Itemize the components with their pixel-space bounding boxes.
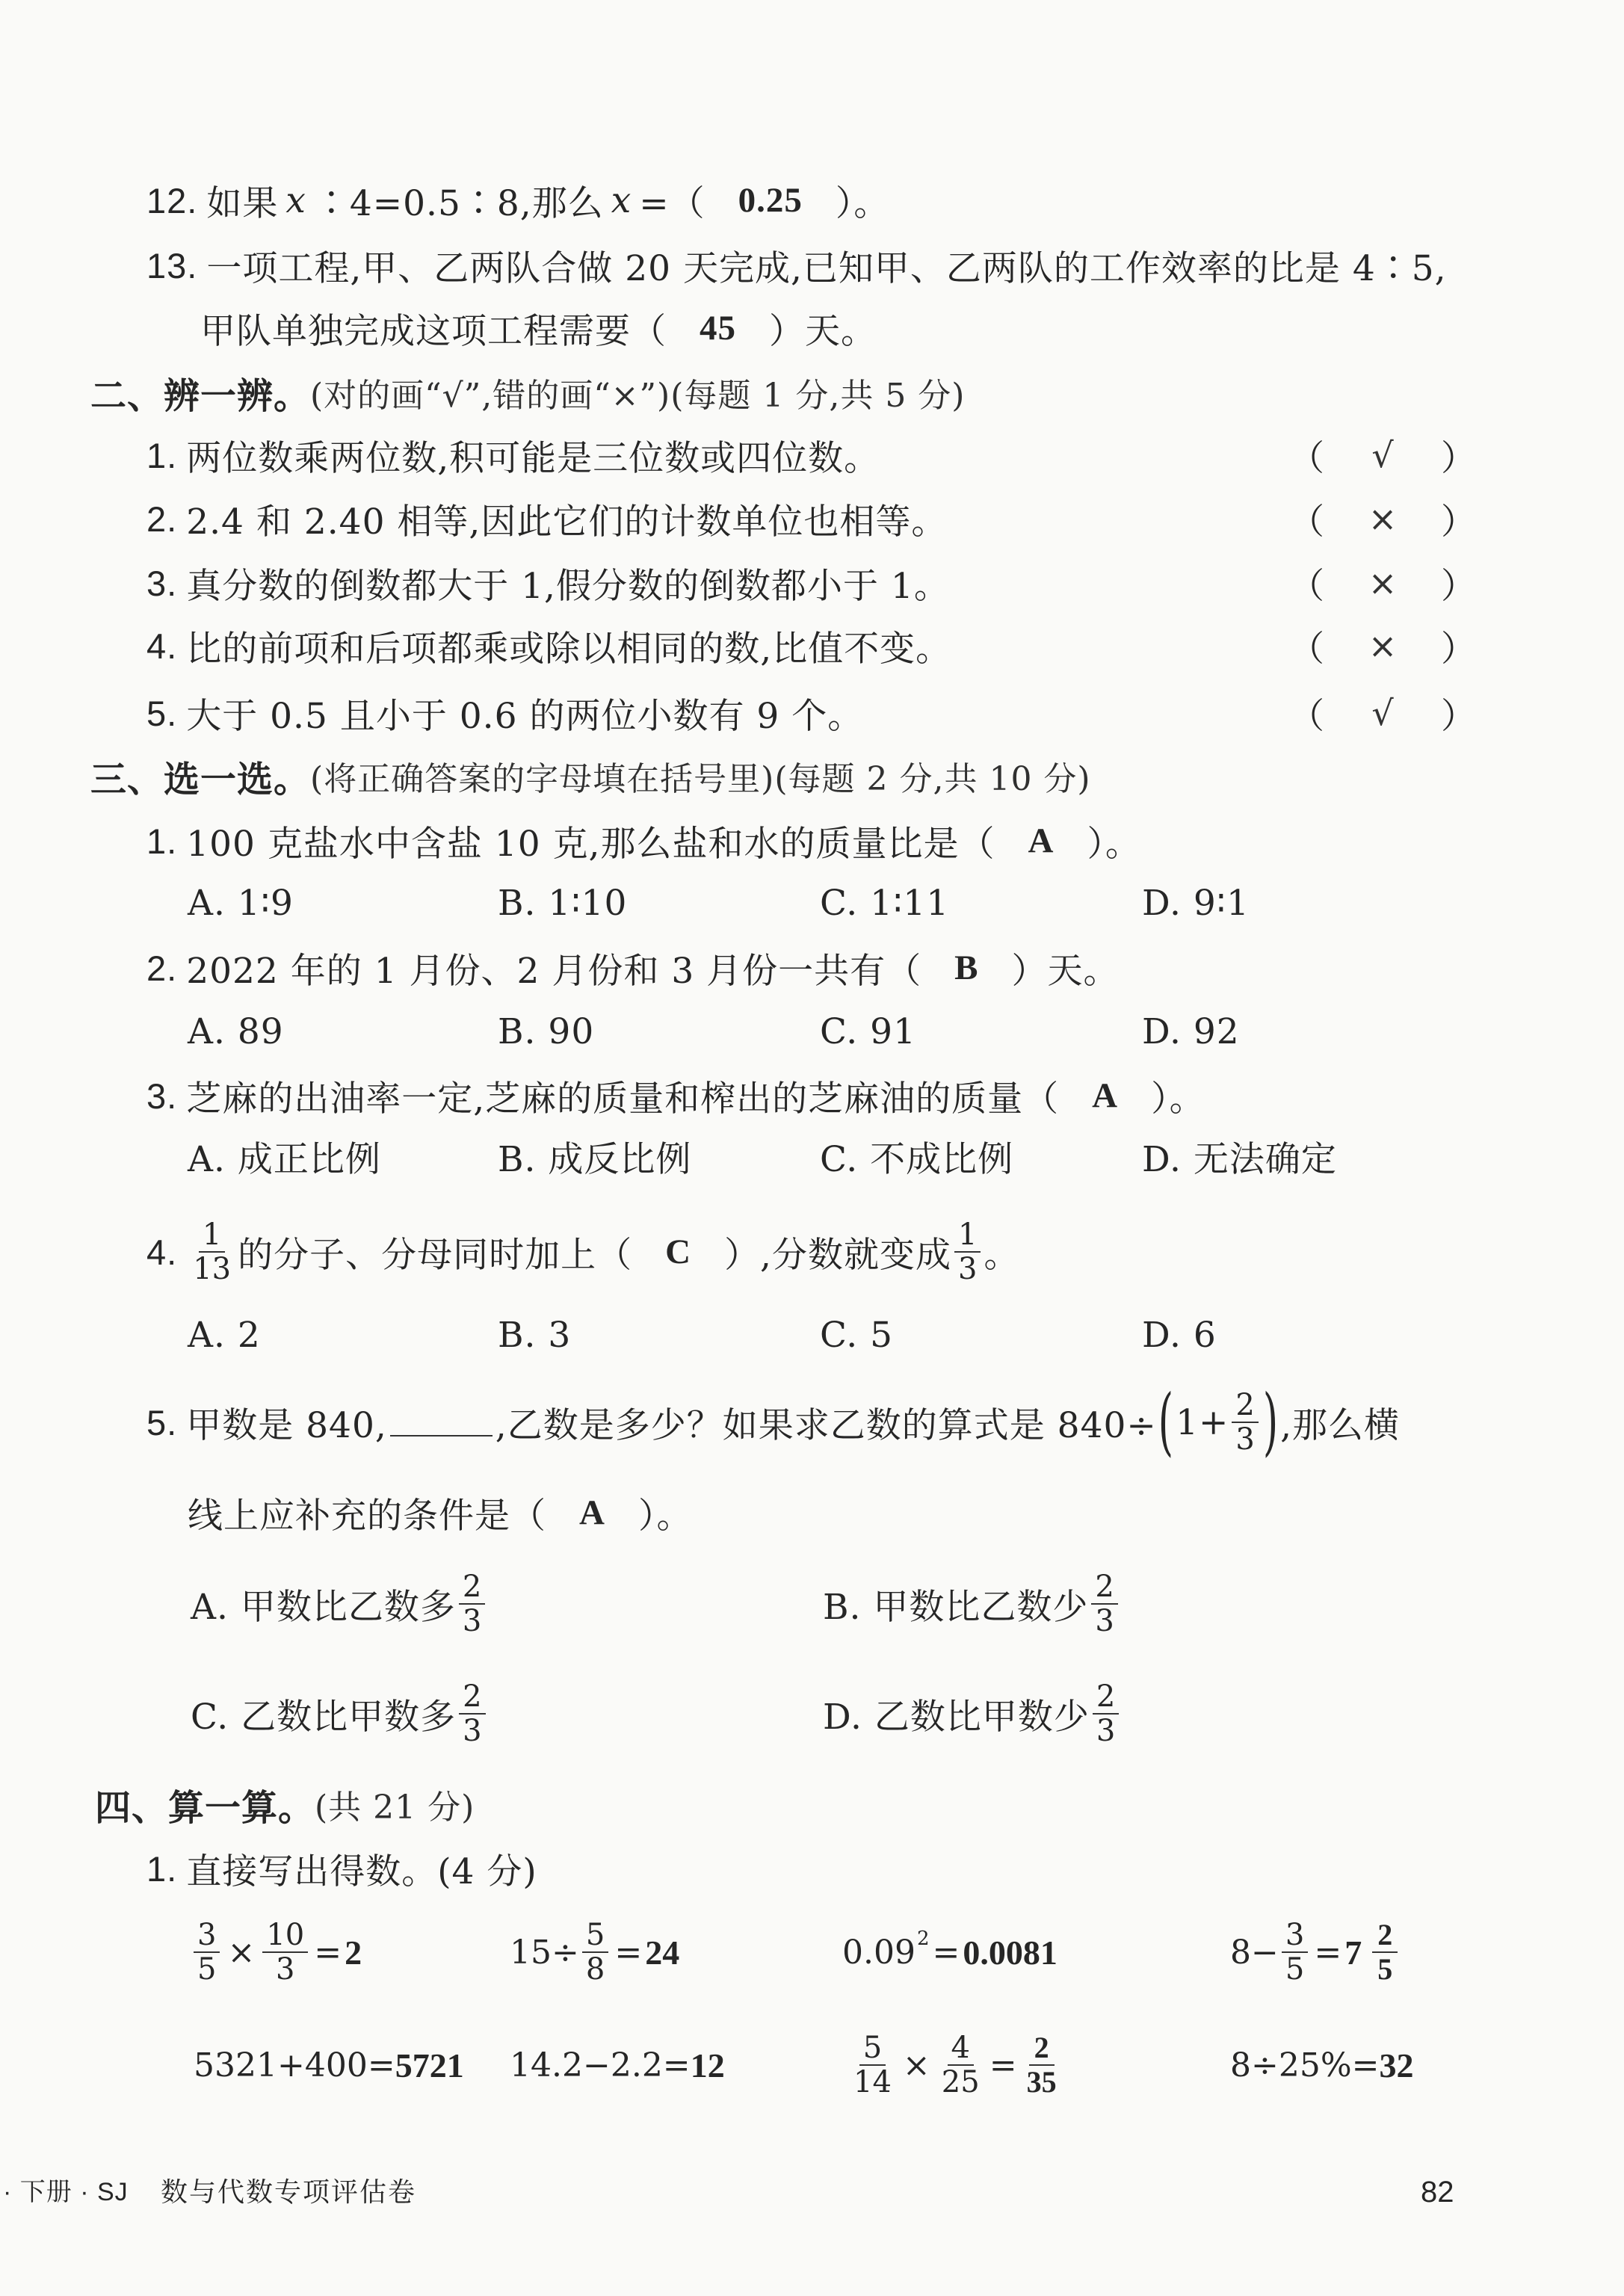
footer-book-label: · 下册 · SJ [3,2178,129,2206]
choice-question-5 [146,1381,1400,1463]
numerator: 4 [948,2031,974,2066]
option-d: D. 92 [1142,1011,1240,1052]
denominator: 3 [463,1714,482,1748]
question-text: ∶4=0.5∶8,那么 [313,182,604,224]
section-3-header [90,750,1091,802]
equals-sign: = [932,1933,960,1972]
filled-answer: 0.25 [738,181,803,220]
filled-answer: C [665,1232,692,1271]
calculation-1 [191,1911,362,1993]
question-text: 大于 0.5 且小于 0.6 的两位小数有 9 个。 [186,695,864,737]
choice-question-1 [146,815,1141,867]
numerator: 2 [1232,1389,1258,1423]
option-d: D. 无法确定 [1142,1139,1337,1180]
calculation-6 [510,2024,725,2106]
numerator: 3 [194,1919,220,1953]
numerator: 3 [1282,1919,1308,1953]
fraction [189,1218,235,1286]
question-number: 5. [146,693,178,733]
paren-close: ） [1440,501,1476,543]
question-text: 线上应补充的条件是（ [188,1495,546,1537]
question-text: 芝麻的出油率一定,芝麻的质量和榨出的芝麻油的质量（ [186,1078,1060,1120]
question-text: ）天。 [769,310,877,352]
question-text: 100 克盐水中含盐 10 克,那么盐和水的质量比是（ [186,823,995,865]
filled-answer: A [579,1493,605,1532]
denominator: 8 [585,1952,605,1987]
question-number: 1. [146,435,178,475]
calculation-8 [1230,2024,1414,2106]
judge-item-2 [146,493,947,545]
left-parenthesis: ( [1158,1380,1175,1465]
question-text: 2.4 和 2.40 相等,因此它们的计数单位也相等。 [186,501,948,543]
section-note: (将正确答案的字母填在括号里)(每题 2 分,共 10 分) [310,760,1091,798]
expression: 5321+400= [194,2046,395,2084]
question-number: 4. [146,1232,178,1272]
question-text: 直接写出得数。(4 分) [186,1851,537,1892]
numerator: 10 [262,1919,308,1953]
question-number: 2. [146,499,178,539]
question-text: 。 [984,1234,1020,1276]
cross-mark: × [1368,626,1398,666]
option-label: C. 乙数比甲数多 [191,1696,457,1738]
denominator: 25 [941,2065,980,2099]
paren-open: （ [1289,437,1324,479]
choice-question-5-continued [188,1487,692,1539]
equals-sign: = [989,2046,1017,2084]
question-13 [146,239,1447,291]
expression: 8÷25%= [1230,2046,1380,2084]
option-d: D. 6 [1142,1315,1217,1356]
paren-close: ） [1440,565,1476,607]
numerator: 2 [1093,1680,1119,1715]
question-text: ,那么横 [1280,1404,1401,1446]
numerator: 1 [199,1218,225,1253]
calculation-7 [847,2024,1063,2106]
fraction [262,1919,308,1986]
section-4-header [95,1778,475,1830]
question-number: 12. [146,180,198,220]
numerator: 2 [459,1680,485,1715]
calculation-4 [1230,1911,1401,1993]
paren-open: （ [1289,628,1324,670]
question-text: ）。 [637,1495,693,1537]
question-number: 3. [146,563,178,603]
equals-sign: = [1314,1933,1342,1972]
option-c: C. 不成比例 [820,1139,1014,1180]
denominator: 14 [853,2065,892,2099]
subquestion-1 [146,1842,537,1895]
option-c: C. 1∶11 [820,883,950,924]
question-text: ）,分数就变成 [724,1234,952,1276]
section-title: 二、辨一辨。 [90,374,311,417]
section-2-header [90,366,965,419]
calculation-answer: 32 [1379,2046,1414,2084]
calculation-answer-whole: 7 [1344,1933,1362,1972]
question-text: 两位数乘两位数,积可能是三位数或四位数。 [186,437,880,479]
section-title: 三、选一选。 [90,758,311,800]
judge-item-3 [146,557,950,609]
question-number: 4. [146,626,178,666]
section-title: 四、算一算。 [95,1786,315,1829]
question-text: ）。 [1087,823,1141,865]
fraction [938,2031,984,2099]
option-label: B. 甲数比乙数少 [823,1586,1089,1628]
question-number: 1. [146,1848,178,1889]
judge-item-5 [146,687,863,739]
numerator: 5 [582,1919,608,1953]
denominator: 13 [193,1252,232,1286]
fraction [582,1919,608,1986]
paren-close: ） [1440,628,1476,670]
question-text: 2022 年的 1 月份、2 月份和 3 月份一共有（ [186,950,922,992]
check-mark: √ [1371,435,1394,475]
exponent: 2 [916,1928,930,1950]
section-note: (对的画“√”,错的画“×”)(每题 1 分,共 5 分) [310,377,966,415]
question-12 [146,174,889,226]
calculation-answer: 2 [345,1933,362,1972]
denominator: 3 [1096,1714,1116,1748]
fill-in-blank-line [390,1435,493,1436]
option-d [823,1676,1122,1751]
question-text: ）天。 [1011,950,1120,992]
equals-sign: = [314,1933,342,1972]
filled-answer: 45 [700,309,736,348]
paren-close: ） [1441,695,1476,737]
question-text: ）。 [835,182,890,224]
judge-answer-1 [1289,429,1476,481]
option-a: A. 成正比例 [188,1139,381,1180]
section-note: (共 21 分) [315,1789,475,1827]
question-number: 3. [146,1076,178,1116]
denominator: 35 [1026,2065,1057,2099]
calculation-3 [842,1911,1058,1993]
calculation-answer: 0.0081 [963,1933,1058,1972]
page-number: 82 [1421,2176,1454,2209]
option-a: A. 2 [188,1315,261,1356]
option-a: A. 89 [188,1011,284,1052]
cross-mark: × [1368,499,1398,539]
choice-question-2 [146,942,1120,994]
option-d: D. 9∶1 [1142,883,1250,924]
option-c [191,1676,489,1751]
judge-answer-4 [1289,620,1476,672]
choice-question-3 [146,1070,1205,1122]
option-c: C. 5 [820,1315,894,1356]
numerator: 2 [1029,2031,1055,2066]
question-text: ）。 [1151,1078,1205,1120]
calculation-2 [510,1911,679,1993]
filled-answer: A [1028,821,1055,860]
option-b [823,1567,1121,1641]
calculation-answer: 5721 [395,2046,464,2084]
right-parenthesis: ) [1262,1380,1279,1465]
filled-answer: B [954,948,979,987]
question-number: 13. [146,245,198,286]
question-text: 一项工程,甲、乙两队合做 20 天完成,已知甲、乙两队的工作效率的比是 4∶5, [206,247,1447,289]
equals-sign: = [614,1933,643,1972]
expression: 15÷ [510,1933,579,1972]
check-mark: √ [1371,693,1394,733]
judge-item-1 [146,429,880,481]
question-number: 2. [146,948,178,988]
fraction [1232,1389,1258,1456]
option-b: B. 90 [498,1011,595,1052]
fraction [1282,1919,1308,1986]
numerator: 2 [1372,1919,1398,1953]
denominator: 3 [958,1252,978,1286]
paren-open: （ [1289,695,1324,737]
option-label: A. 甲数比乙数多 [191,1586,456,1628]
denominator: 3 [1095,1604,1114,1638]
option-a [191,1567,488,1641]
question-text: 1+ [1176,1401,1229,1443]
multiply-sign: × [227,1933,256,1972]
fraction [954,1218,981,1286]
expression: 8− [1230,1933,1279,1972]
fraction [459,1570,485,1638]
option-b: B. 成反比例 [498,1139,692,1180]
choice-question-4 [146,1215,1019,1289]
option-c: C. 91 [820,1011,916,1052]
denominator: 3 [1235,1422,1255,1457]
option-b: B. 3 [498,1315,572,1356]
fraction [1091,1570,1117,1638]
fraction [194,1919,220,1986]
option-a: A. 1∶9 [188,883,294,924]
judge-item-4 [146,620,951,672]
variable-x: x [285,179,306,221]
variable-x: x [611,179,632,221]
multiply-sign: × [902,2046,930,2084]
question-13-continued [200,302,877,354]
footer-title: 数与代数专项评估卷 [161,2176,417,2207]
question-number: 5. [146,1402,178,1442]
denominator: 3 [276,1952,295,1987]
paren-open: （ [1289,565,1324,607]
numerator: 2 [459,1570,485,1605]
option-b: B. 1∶10 [498,883,628,924]
question-text: 甲队单独完成这项工程需要（ [200,310,667,352]
paren-close: ） [1441,437,1476,479]
fraction [1093,1680,1119,1747]
filled-answer: A [1092,1076,1119,1115]
numerator: 5 [859,2031,886,2066]
question-text: 甲数是 840, [186,1404,387,1446]
answer-fraction [1372,1919,1398,1986]
calculation-answer: 24 [645,1933,680,1972]
expression: 0.09 [842,1933,916,1972]
answer-fraction [1023,2031,1060,2099]
question-text: ,乙数是多少？如果求乙数的算式是 840÷ [495,1404,1157,1446]
option-label: D. 乙数比甲数少 [823,1696,1090,1738]
denominator: 3 [462,1604,482,1638]
question-number: 1. [146,821,178,861]
question-text: 如果 [206,182,279,224]
question-text: 的分子、分母同时加上（ [238,1234,633,1276]
question-text: 比的前项和后项都乘或除以相同的数,比值不变。 [186,628,952,670]
denominator: 5 [1377,1952,1393,1986]
judge-answer-2 [1289,493,1476,545]
numerator: 2 [1091,1570,1117,1605]
fraction [850,2031,895,2099]
calculation-answer: 12 [690,2046,725,2084]
expression: 14.2−2.2= [510,2046,691,2084]
paren-open: （ [1289,501,1324,543]
numerator: 1 [954,1218,981,1253]
fraction [459,1680,485,1747]
question-text: 真分数的倒数都大于 1,假分数的倒数都小于 1。 [186,565,950,607]
denominator: 5 [1285,1952,1305,1987]
calculation-5 [194,2024,464,2106]
judge-answer-5 [1289,687,1476,739]
judge-answer-3 [1289,557,1476,609]
cross-mark: × [1368,563,1398,603]
question-text: =（ [639,182,706,224]
denominator: 5 [197,1952,217,1987]
